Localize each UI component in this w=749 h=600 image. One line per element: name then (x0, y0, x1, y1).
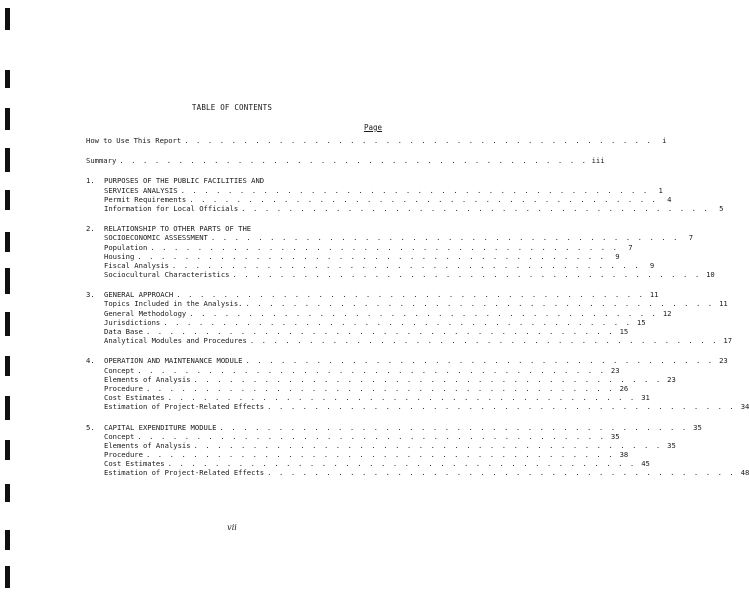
section-number: 2. (86, 224, 95, 234)
entry-title: Procedure (104, 450, 143, 460)
subsection-entry (86, 260, 655, 270)
subsection-entry (86, 374, 676, 384)
section-number: 3. (86, 290, 95, 300)
entry-page-number: 4 (667, 194, 672, 204)
entry-page-number: 34 (740, 402, 749, 412)
subsection-entry (86, 203, 724, 213)
entry-page-number: 1 (658, 185, 663, 195)
dot-leader: . . . . . . . . . . . . . . . . . . . . . . . . . . . . . . . . . . . . . . . . (119, 156, 588, 166)
entry-title: Permit Requirements (104, 194, 187, 204)
binding-mark (5, 440, 10, 460)
dot-leader: . . . . . . . . . . . . . . . . . . . . . . . . . . . . . . . . . . . . . . . . (167, 459, 636, 469)
entry-page-number: 45 (641, 459, 650, 469)
binding-mark (5, 268, 10, 294)
dot-leader: . . . . . . . . . . . . . . . . . . . . . . . . . . . . . . . . . . . . . . . . (137, 431, 606, 441)
section-heading-text: SERVICES ANALYSIS (104, 185, 178, 195)
binding-mark (5, 8, 10, 30)
section-heading (86, 176, 384, 185)
entry-page-number: 11 (649, 290, 659, 300)
spacer (86, 345, 384, 356)
section-heading-text: CAPITAL EXPENDITURE MODULE (104, 422, 217, 432)
entry-page-number: 35 (610, 431, 620, 441)
dot-leader: . . . . . . . . . . . . . . . . . . . . . . . . . . . . . . . . . . . . . . . . (137, 251, 606, 261)
toc-entry (86, 136, 667, 145)
dot-leader: . . . . . . . . . . . . . . . . . . . . . . . . . . . . . . . . . . . . . . . . (137, 365, 606, 375)
subsection-entry (86, 431, 620, 441)
entry-title: Fiscal Analysis (104, 260, 169, 270)
entry-title: Procedure (104, 383, 143, 393)
binding-mark (5, 484, 10, 502)
dot-leader: . . . . . . . . . . . . . . . . . . . . . . . . . . . . . . . . . . . . . . . . (189, 194, 658, 204)
entry-page-number: 35 (667, 440, 676, 450)
section-heading-text: OPERATION AND MAINTENANCE MODULE (104, 356, 243, 366)
dot-leader: . . . . . . . . . . . . . . . . . . . . . . . . . . . . . . . . . . . . . . . . (232, 270, 701, 280)
page-title: TABLE OF CONTENTS (191, 103, 273, 112)
entry-page-number: 10 (706, 270, 715, 280)
subsection-entry (86, 459, 650, 469)
spacer (86, 165, 384, 176)
binding-mark (5, 148, 10, 172)
entry-title: Concept (104, 431, 135, 441)
entry-title: Housing (104, 251, 135, 261)
dot-leader: . . . . . . . . . . . . . . . . . . . . . . . . . . . . . . . . . . . . . . . . (145, 383, 615, 393)
dot-leader: . . . . . . . . . . . . . . . . . . . . . . . . . . . . . . . . . . . . . . . . (189, 308, 658, 318)
entry-title: Cost Estimates (104, 459, 165, 469)
entry-page-number: 9 (615, 251, 620, 261)
entry-page-number: 23 (719, 356, 728, 366)
entry-page-number: 7 (628, 242, 633, 252)
dot-leader: . . . . . . . . . . . . . . . . . . . . . . . . . . . . . . . . . . . . . . . . (163, 317, 632, 327)
subsection-entry (86, 194, 672, 204)
toc-entry (86, 156, 605, 166)
subsection-entry (86, 383, 629, 393)
entry-page-number: iii (591, 156, 605, 166)
entry-page-number: 12 (662, 308, 672, 318)
entry-title: Elements of Analysis (104, 440, 191, 450)
dot-leader: . . . . . . . . . . . . . . . . . . . . . . . . . . . . . . . . . . . . . . . . (150, 242, 619, 252)
dot-leader: . . . . . . . . . . . . . . . . . . . . . . . . . . . . . . . . . . . . . . . . (245, 299, 714, 309)
entry-title: Estimation of Project-Related Effects (104, 402, 265, 412)
binding-mark (5, 190, 10, 210)
section-heading (86, 356, 728, 366)
subsection-entry (86, 365, 620, 375)
dot-leader: . . . . . . . . . . . . . . . . . . . . . . . . . . . . . . . . . . . . . . . . (245, 356, 714, 366)
section-heading (86, 290, 659, 300)
section-heading (86, 233, 694, 243)
entry-title: Information for Local Officials (104, 203, 239, 213)
entry-page-number: 17 (723, 336, 733, 346)
section-heading-text: RELATIONSHIP TO OTHER PARTS OF THE (104, 224, 252, 234)
dot-leader: . . . . . . . . . . . . . . . . . . . . . . . . . . . . . . . . . . . . . . . . (145, 327, 615, 336)
entry-title: Cost Estimates (104, 393, 165, 403)
dot-leader: . . . . . . . . . . . . . . . . . . . . . . . . . . . . . . . . . . . . . . . . (219, 422, 688, 432)
entry-title: How to Use This Report (86, 136, 182, 145)
subsection-entry (86, 402, 749, 412)
dot-leader: . . . . . . . . . . . . . . . . . . . . . . . . . . . . . . . . . . . . . . . . (241, 203, 710, 213)
entry-title: General Methodology (104, 308, 187, 318)
entry-title: Estimation of Project-Related Effects (104, 468, 265, 478)
entry-page-number: 38 (619, 450, 629, 460)
binding-mark (5, 70, 10, 88)
entry-title: Elements of Analysis (104, 374, 191, 384)
dot-leader: . . . . . . . . . . . . . . . . . . . . . . . . . . . . . . . . . . . . . . . . (180, 185, 649, 195)
entry-page-number: i (662, 136, 667, 145)
binding-mark (5, 356, 10, 376)
section-heading-text: GENERAL APPROACH (104, 290, 174, 300)
subsection-entry (86, 242, 633, 252)
subsection-entry (86, 251, 620, 261)
entry-title: Summary (86, 156, 117, 166)
subsection-entry (86, 317, 646, 327)
binding-mark (5, 396, 10, 420)
entry-page-number: 15 (636, 317, 646, 327)
section-heading (86, 422, 702, 432)
dot-leader: . . . . . . . . . . . . . . . . . . . . . . . . . . . . . . . . . . . . . . . . (249, 336, 719, 346)
binding-mark (5, 312, 10, 336)
entry-page-number: 35 (693, 422, 702, 432)
entry-title: Data Base (104, 327, 143, 336)
section-heading (86, 224, 384, 233)
entry-page-number: 15 (619, 327, 629, 336)
section-number: 5. (86, 422, 95, 432)
section-number: 1. (86, 176, 95, 186)
subsection-entry (86, 299, 728, 309)
entry-page-number: 31 (641, 393, 650, 403)
spacer (86, 412, 384, 423)
dot-leader: . . . . . . . . . . . . . . . . . . . . . . . . . . . . . . . . . . . . . . . . (193, 374, 662, 384)
dot-leader: . . . . . . . . . . . . . . . . . . . . . . . . . . . . . . . . . . . . . . . . (267, 468, 736, 478)
section-heading (86, 185, 663, 195)
entry-page-number: 48 (740, 468, 749, 478)
dot-leader: . . . . . . . . . . . . . . . . . . . . . . . . . . . . . . . . . . . . . . . . (210, 233, 680, 243)
section-heading-text: PURPOSES OF THE PUBLIC FACILITIES AND (104, 176, 265, 186)
dot-leader: . . . . . . . . . . . . . . . . . . . . . . . . . . . . . . . . . . . . . . . . (267, 402, 736, 412)
spacer (86, 213, 384, 224)
entry-page-number: 7 (688, 233, 694, 243)
dot-leader: . . . . . . . . . . . . . . . . . . . . . . . . . . . . . . . . . . . . . . . . (193, 440, 662, 450)
dot-leader: . . . . . . . . . . . . . . . . . . . . . . . . . . . . . . . . . . . . . . . . (167, 393, 636, 403)
entry-title: Jurisdictions (104, 317, 161, 327)
entry-title: Topics Included in the Analysis. (104, 299, 243, 309)
dot-leader: . . . . . . . . . . . . . . . . . . . . . . . . . . . . . . . . . . . . . . . . (171, 260, 641, 270)
subsection-entry (86, 468, 749, 478)
entry-page-number: 23 (610, 365, 620, 375)
entry-title: Concept (104, 365, 135, 375)
subsection-entry (86, 336, 733, 346)
spacer (86, 478, 384, 489)
binding-mark (5, 232, 10, 252)
subsection-entry (86, 450, 629, 460)
dot-leader: . . . . . . . . . . . . . . . . . . . . . . . . . . . . . . . . . . . . . . . . (145, 450, 615, 460)
binding-marks (0, 0, 14, 600)
dot-leader: . . . . . . . . . . . . . . . . . . . . . . . . . . . . . . . . . . . . . . . . (184, 136, 653, 145)
entry-title: Sociocultural Characteristics (104, 270, 230, 280)
entry-page-number: 9 (649, 260, 655, 270)
subsection-entry (86, 270, 715, 280)
entry-page-number: 5 (719, 203, 724, 213)
section-number: 4. (86, 356, 95, 366)
entry-page-number: 26 (619, 383, 629, 393)
entry-title: Population (104, 242, 148, 252)
subsection-entry (86, 308, 672, 318)
spacer (86, 145, 384, 156)
dot-leader: . . . . . . . . . . . . . . . . . . . . . . . . . . . . . . . . . . . . . . . . (176, 290, 645, 300)
entry-title: Analytical Modules and Procedures (104, 336, 247, 346)
binding-mark (5, 566, 10, 588)
entry-page-number: 23 (667, 374, 676, 384)
table-of-contents (86, 136, 749, 489)
section-heading-text: SOCIOECONOMIC ASSESSMENT (104, 233, 208, 243)
entry-page-number: 11 (719, 299, 728, 309)
subsection-entry (86, 393, 650, 403)
page-column-heading: Page (363, 123, 382, 132)
subsection-entry (86, 327, 629, 336)
subsection-entry (86, 440, 676, 450)
binding-mark (5, 530, 10, 550)
spacer (86, 279, 384, 290)
footer-page-number: vii (227, 523, 237, 532)
